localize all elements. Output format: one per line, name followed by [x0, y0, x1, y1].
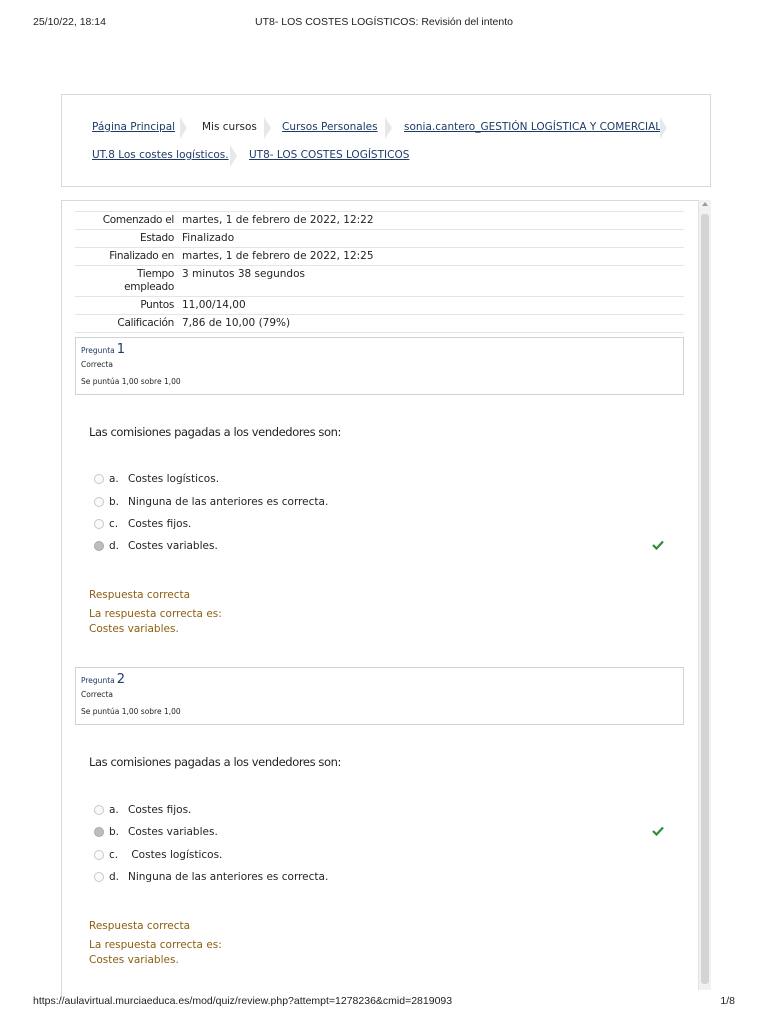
summary-value: 11,00/14,00 [178, 297, 684, 315]
summary-row-finished [75, 248, 684, 266]
correct-answer-label: La respuesta correcta es: [89, 939, 222, 951]
breadcrumb-unit-link[interactable]: UT.8 Los costes logísticos. [92, 149, 229, 161]
breadcrumb-quiz-link[interactable]: UT8- LOS COSTES LOGÍSTICOS [249, 149, 410, 161]
summary-value: martes, 1 de febrero de 2022, 12:25 [178, 248, 684, 266]
option-text: Costes fijos. [128, 518, 192, 530]
radio-button[interactable] [94, 519, 104, 529]
correct-answer-label: La respuesta correcta es: [89, 608, 222, 620]
summary-label: Calificación [75, 315, 178, 333]
option-text: Costes variables. [128, 826, 218, 838]
radio-button[interactable] [94, 850, 104, 860]
option-text: Costes fijos. [128, 804, 192, 816]
print-title: UT8- LOS COSTES LOGÍSTICOS: Revisión del intento [255, 16, 513, 28]
question-grade: Se puntúa 1,00 sobre 1,00 [81, 707, 181, 716]
breadcrumb-separator [180, 117, 190, 139]
option-letter: a. [109, 473, 119, 485]
question-number-value: 1 [116, 342, 126, 357]
feedback-result: Respuesta correcta [89, 920, 191, 932]
summary-label: Estado [75, 230, 178, 248]
print-footer [33, 995, 735, 1009]
radio-button-selected[interactable] [94, 541, 104, 551]
option-letter: c. [109, 518, 119, 530]
question-text: Las comisiones pagadas a los vendedores son: [89, 425, 342, 439]
summary-label: Finalizado en [75, 248, 178, 266]
breadcrumb-separator [660, 117, 670, 139]
scroll-up-arrow-icon[interactable] [702, 202, 708, 206]
summary-row-state [75, 230, 684, 248]
breadcrumb-personal-courses-link[interactable]: Cursos Personales [282, 121, 378, 133]
summary-label: Tiempo empleado [75, 266, 178, 297]
attempt-summary-table [75, 211, 684, 333]
vertical-scrollbar[interactable] [698, 200, 711, 990]
breadcrumb-home-link[interactable]: Página Principal [92, 121, 176, 133]
option-letter: b. [109, 496, 120, 508]
summary-value: martes, 1 de febrero de 2022, 12:22 [178, 212, 684, 230]
question-text: Las comisiones pagadas a los vendedores son: [89, 755, 342, 769]
breadcrumb-separator [230, 145, 240, 167]
option-letter: d. [109, 540, 120, 552]
option-letter: c. [109, 849, 119, 861]
correct-check-icon [652, 540, 664, 550]
option-letter: a. [109, 804, 119, 816]
radio-button[interactable] [94, 872, 104, 882]
print-date: 25/10/22, 18:14 [33, 16, 106, 28]
print-header [33, 16, 735, 30]
option-text: Costes logísticos. [128, 849, 223, 861]
summary-row-started [75, 212, 684, 230]
summary-value: 7,86 de 10,00 (79%) [178, 315, 684, 333]
radio-button[interactable] [94, 805, 104, 815]
summary-label: Comenzado el [75, 212, 178, 230]
question-number [81, 342, 125, 357]
option-text: Costes logísticos. [128, 473, 220, 485]
summary-value: Finalizado [178, 230, 684, 248]
question-grade: Se puntúa 1,00 sobre 1,00 [81, 377, 181, 386]
correct-answer-value: Costes variables. [89, 954, 179, 966]
summary-row-time-taken [75, 266, 684, 297]
option-letter: b. [109, 826, 120, 838]
radio-button[interactable] [94, 474, 104, 484]
radio-button-selected[interactable] [94, 827, 104, 837]
summary-label: Puntos [75, 297, 178, 315]
print-url: https://aulavirtual.murciaeduca.es/mod/quiz/review.php?attempt=1278236&cmid=2819093 [33, 995, 453, 1007]
question-label: Pregunta [81, 346, 115, 355]
question-number-value: 2 [116, 672, 126, 687]
scrollbar-thumb[interactable] [701, 214, 709, 984]
correct-answer-value: Costes variables. [89, 623, 179, 635]
breadcrumb-course-link[interactable]: sonia.cantero_GESTIÓN LOGÍSTICA Y COMERCIAL [404, 121, 662, 133]
question-info-box [75, 337, 684, 395]
question-state: Correcta [81, 360, 113, 369]
print-page-count: 1/8 [720, 995, 735, 1007]
question-info-box [75, 667, 684, 725]
radio-button[interactable] [94, 497, 104, 507]
option-text: Ninguna de las anteriores es correcta. [128, 871, 329, 883]
breadcrumb [61, 94, 711, 187]
question-state: Correcta [81, 690, 113, 699]
option-text: Ninguna de las anteriores es correcta. [128, 496, 329, 508]
feedback-result: Respuesta correcta [89, 589, 191, 601]
option-text: Costes variables. [128, 540, 218, 552]
breadcrumb-separator [264, 117, 274, 139]
question-label: Pregunta [81, 676, 115, 685]
summary-row-points [75, 297, 684, 315]
summary-value: 3 minutos 38 segundos [178, 266, 684, 297]
breadcrumb-separator [385, 117, 395, 139]
summary-row-grade [75, 315, 684, 333]
option-letter: d. [109, 871, 120, 883]
breadcrumb-my-courses[interactable]: Mis cursos [202, 121, 257, 133]
correct-check-icon [652, 826, 664, 836]
question-number [81, 672, 125, 687]
